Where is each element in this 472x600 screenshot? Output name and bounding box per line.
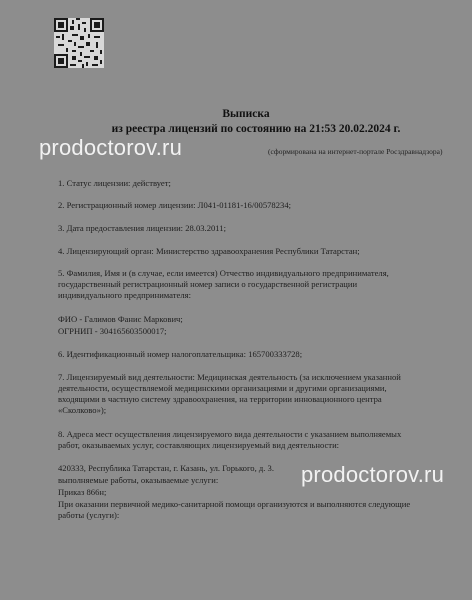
license-reg-number: 2. Регистрационный номер лицензии: Л041-01181-16/00578234; [58,200,292,210]
activity-type-line: 7. Лицензируемый вид деятельности: Медицинская деятельность (за исключением указанной [58,372,401,382]
document-subtitle: из реестра лицензий по состоянию на 21:53 20.02.2024 г. [111,123,401,135]
activity-type-line: входящими в частную систему здравоохранения, на территории инновационного центра [58,394,382,404]
works-heading: выполняемые работы, оказываемые услуги: [58,475,219,485]
licensing-authority: 4. Лицензирующий орган: Министерство здравоохранения Республики Татарстан; [58,246,360,256]
taxpayer-id: 6. Идентификационный номер налогоплательщика: 165700333728; [58,349,303,359]
entrepreneur-heading-line: индивидуального предпринимателя: [58,290,191,300]
entrepreneur-fio: ФИО - Галимов Фанис Маркович; [58,314,183,324]
order-number: Приказ 866н; [58,487,107,497]
document-title: Выписка [222,108,270,120]
activity-addresses-line: 8. Адреса мест осуществления лицензируемого вида деятельности с указанием выполняемых [58,429,402,439]
license-status: 1. Статус лицензии: действует; [58,178,171,188]
activity-address: 420333, Республика Татарстан, г. Казань, ул. Горького, д. 3. [58,463,274,473]
activity-type-line: «Сколково»); [58,405,107,415]
entrepreneur-heading-line: 5. Фамилия, Имя и (в случае, если имеется) Отчество индивидуального предпринимателя, [58,268,389,278]
watermark-text: prodoctorov.ru [39,135,183,160]
entrepreneur-heading-line: государственный регистрационный номер записи о государственной регистрации [58,279,358,289]
entrepreneur-ogrnip: ОГРНИП - 304165603500017; [58,326,167,336]
pmsp-line: При оказании первичной медико-санитарной помощи организуются и выполняются следующие [58,499,411,509]
license-date: 3. Дата предоставления лицензии: 28.03.2011; [58,223,226,233]
formed-note: (сформирована на интернет-портале Росздравнадзора) [268,147,443,156]
qr-code-icon [54,18,104,68]
pmsp-line: работы (услуги): [58,510,120,520]
activity-addresses-line: работ, оказываемых услуг, составляющих лицензируемый вид деятельности: [58,440,340,450]
watermark-text: prodoctorov.ru [301,462,445,487]
activity-type-line: деятельности, осуществляемой медицинскими организациями и другими организациями, [58,383,387,393]
